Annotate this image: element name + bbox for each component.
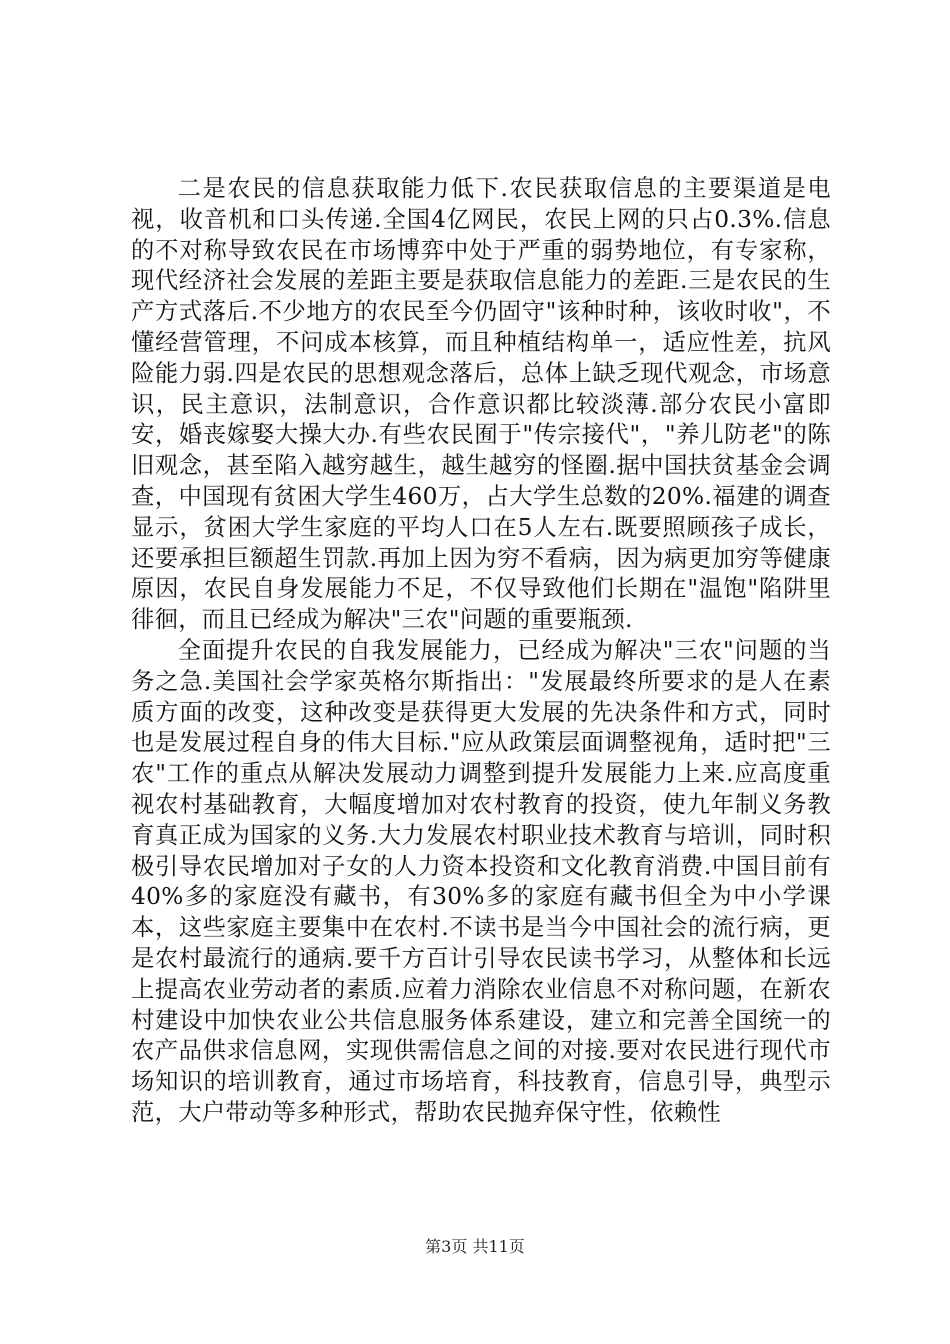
document-body xyxy=(131,174,831,1129)
paragraph-1: 二是农民的信息获取能力低下.农民获取信息的主要渠道是电视，收音机和口头传递.全国4亿网民，农民上网的只占0.3%.信息的不对称导致农民在市场博弈中处于严重的弱势地位，有专家称，现代经济社会发展的差距主要是获取信息能力的差距.三是农民的生产方式落后.不少地方的农民至今仍固守"该种时种，该收时收"，不懂经营管理，不问成本核算，而且种植结构单一，适应性差，抗风险能力弱.四是农民的思想观念落后，总体上缺乏现代观念，市场意识，民主意识，法制意识，合作意识都比较淡薄.部分农民小富即安，婚丧嫁娶大操大办.有些农民囿于"传宗接代"，"养儿防老"的陈旧观念，甚至陷入越穷越生，越生越穷的怪圈.据中国扶贫基金会调查，中国现有贫困大学生460万，占大学生总数的20%.福建的调查显示，贫困大学生家庭的平均人口在5人左右.既要照顾孩子成长，还要承担巨额超生罚款.再加上因为穷不看病，因为病更加穷等健康原因，农民自身发展能力不足，不仅导致他们长期在"温饱"陷阱里徘徊，而且已经成为解决"三农"问题的重要瓶颈. xyxy=(131,175,831,634)
page-number-footer: 第3页 共11页 xyxy=(425,1237,525,1256)
paragraph-2: 全面提升农民的自我发展能力，已经成为解决"三农"问题的当务之急.美国社会学家英格尔斯指出："发展最终所要求的是人在素质方面的改变，这种改变是获得更大发展的先决条件和方式，同时也是发展过程自身的伟大目标."应从政策层面调整视角，适时把"三农"工作的重点从解决发展动力调整到提升发展能力上来.应高度重视农村基础教育，大幅度增加对农村教育的投资，使九年制义务教育真正成为国家的义务.大力发展农村职业技术教育与培训，同时积极引导农民增加对子女的人力资本投资和文化教育消费.中国目前有40%多的家庭没有藏书，有30%多的家庭有藏书但全为中小学课本，这些家庭主要集中在农村.不读书是当今中国社会的流行病，更是农村最流行的通病.要千方百计引导农民读书学习，从整体和长远上提高农业劳动者的素质.应着力消除农业信息不对称问题，在新农村建设中加快农业公共信息服务体系建设，建立和完善全国统一的农产品供求信息网，实现供需信息之间的对接.要对农民进行现代市场知识的培训教育，通过市场培育，科技教育，信息引导，典型示范，大户带动等多种形式，帮助农民抛弃保守性，依赖性 xyxy=(131,636,831,1126)
